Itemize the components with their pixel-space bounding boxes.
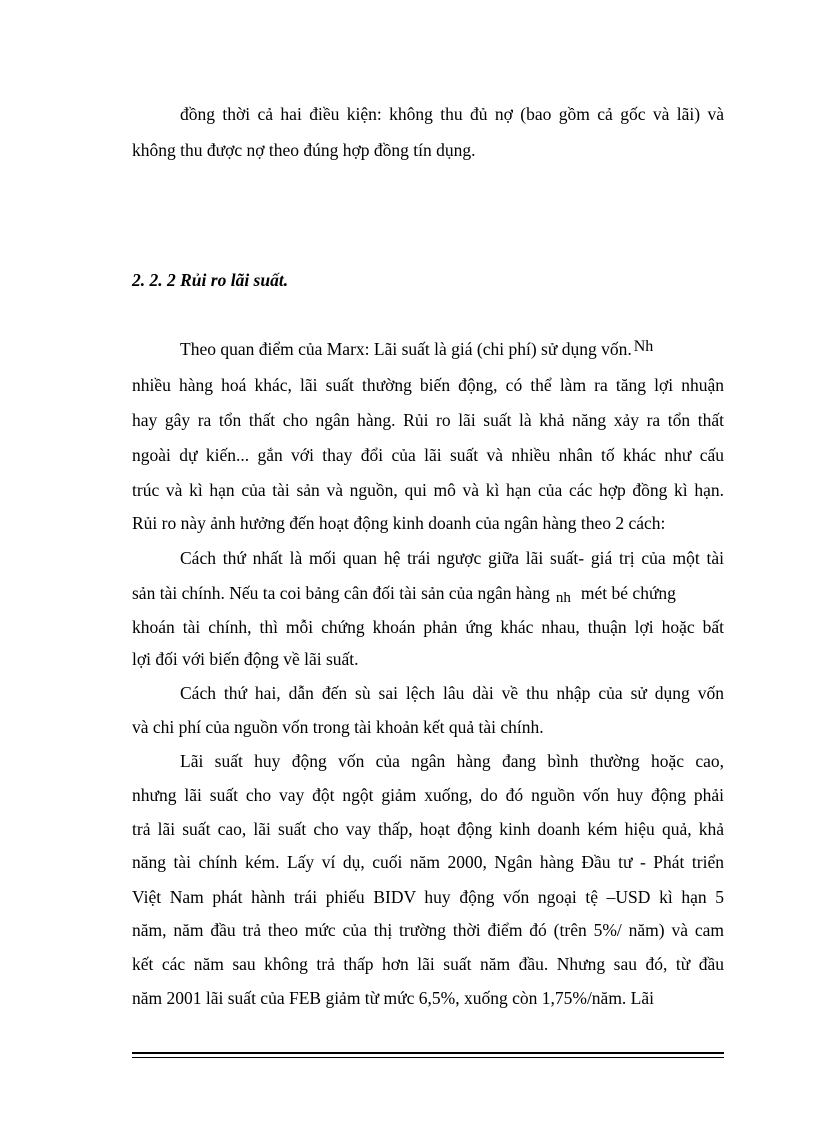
- section-heading: 2. 2. 2 Rủi ro lãi suất.: [132, 270, 289, 290]
- paragraph-line: kết các năm sau không trả thấp hơn lãi suất năm đầu. Nhưng sau đó, từ đầu: [132, 954, 724, 974]
- paragraph-line: Việt Nam phát hành trái phiếu BIDV huy động vốn ngoại tệ –USD kì hạn 5: [132, 887, 724, 907]
- paragraph-line: nhưng lãi suất cho vay đột ngột giảm xuống, do đó nguồn vốn huy động phải: [132, 785, 724, 805]
- paragraph-line: khoán tài chính, thì mỗi chứng khoán phản ứng khác nhau, thuận lợi hoặc bất: [132, 617, 724, 637]
- paragraph-line: nhiều hàng hoá khác, lãi suất thường biến động, có thể làm ra tăng lợi nhuận: [132, 375, 724, 395]
- footer-rule-thick: [132, 1052, 724, 1054]
- paragraph-line: không thu được nợ theo đúng hợp đồng tín dụng.: [132, 140, 476, 160]
- paragraph-line: Lãi suất huy động vốn của ngân hàng đang bình thường hoặc cao,: [180, 751, 724, 771]
- paragraph-text: Theo quan điểm của Marx: Lãi suất là giá (chi phí) sử dụng vốn.: [180, 339, 632, 359]
- paragraph-line: đồng thời cả hai điều kiện: không thu đủ nợ (bao gồm cả gốc và lãi) và: [180, 104, 724, 124]
- paragraph-line: ngoài dự kiến... gắn với thay đổi của lãi suất và nhiều nhân tố khác như cấu: [132, 445, 724, 465]
- paragraph-line: lợi đối với biến động về lãi suất.: [132, 649, 359, 669]
- paragraph-line: [132, 582, 724, 606]
- paragraph-line: năm, năm đầu trả theo mức của thị trường thời điểm đó (trên 5%/ năm) và cam: [132, 920, 724, 940]
- paragraph-line: và chi phí của nguồn vốn trong tài khoản kết quả tài chính.: [132, 717, 544, 737]
- paragraph-line: trả lãi suất cao, lãi suất cho vay thấp, hoạt động kinh doanh kém hiệu quả, khả: [132, 819, 724, 839]
- paragraph-line: [180, 338, 724, 362]
- paragraph-line: Cách thứ nhất là mối quan hệ trái ngược giữa lãi suất- giá trị của một tài: [180, 548, 724, 568]
- paragraph-line: trúc và kì hạn của tài sản và nguồn, qui mô và kì hạn của các hợp đồng kì hạn.: [132, 480, 724, 500]
- paragraph-line: Rủi ro này ảnh hưởng đến hoạt động kinh doanh của ngân hàng theo 2 cách:: [132, 513, 666, 533]
- paragraph-text: mét bé chứng: [580, 583, 676, 603]
- footer-rule-thin: [132, 1057, 724, 1058]
- stray-fragment: Nh: [633, 338, 654, 355]
- paragraph-line: Cách thứ hai, dẫn đến sù sai lệch lâu dài về thu nhập của sử dụng vốn: [180, 683, 724, 703]
- paragraph-line: năm 2001 lãi suất của FEB giảm từ mức 6,5%, xuống còn 1,75%/năm. Lãi: [132, 988, 655, 1008]
- paragraph-text: sản tài chính. Nếu ta coi bảng cân đối tài sản của ngân hàng: [132, 583, 550, 603]
- stray-fragment: nh: [555, 590, 571, 606]
- paragraph-line: năng tài chính kém. Lấy ví dụ, cuối năm 2000, Ngân hàng Đầu tư - Phát triển: [132, 852, 724, 872]
- paragraph-line: hay gây ra tổn thất cho ngân hàng. Rủi ro lãi suất là khả năng xảy ra tổn thất: [132, 410, 724, 430]
